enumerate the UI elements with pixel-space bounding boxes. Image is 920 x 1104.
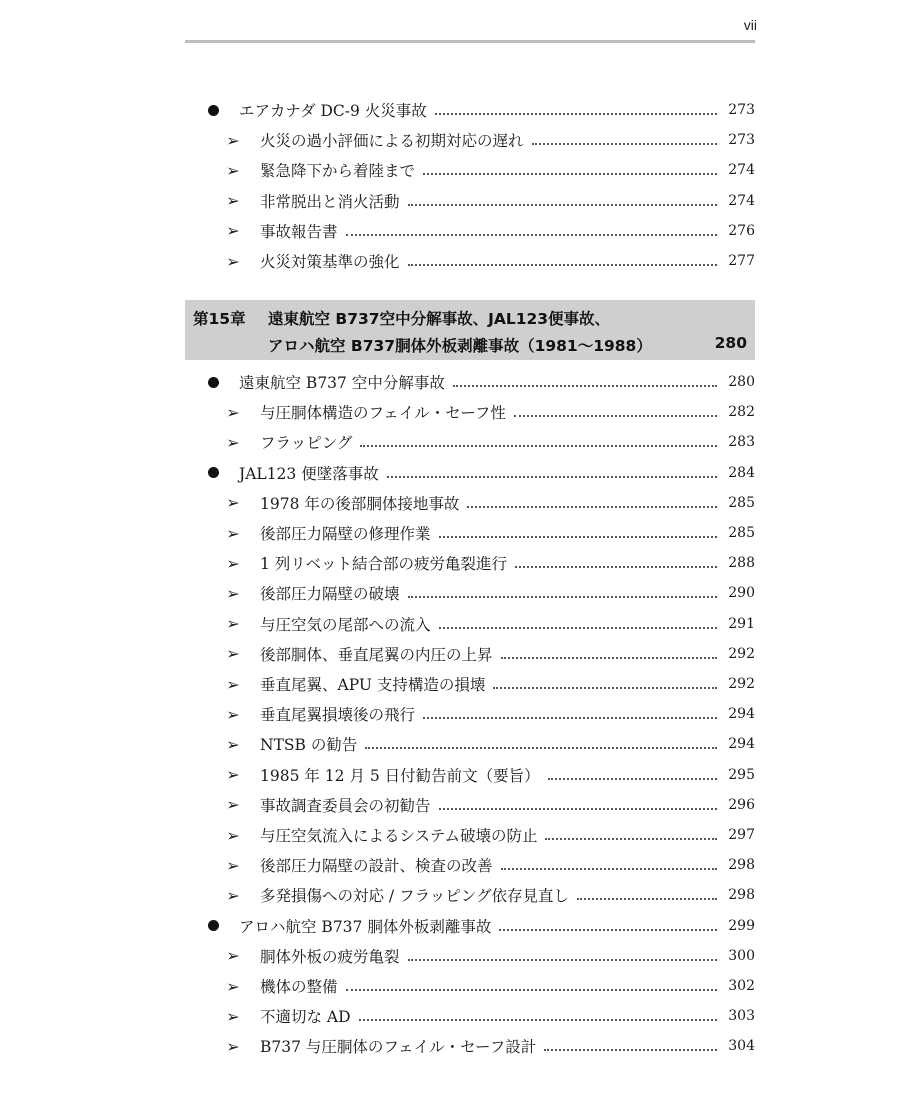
header-rule (185, 40, 755, 43)
toc-page-number: 276 (728, 222, 755, 239)
toc-subentry[interactable] (222, 790, 755, 820)
toc-entry[interactable] (205, 458, 755, 488)
dot-leader (499, 929, 717, 931)
arrow-icon: ➢ (226, 765, 240, 785)
toc-title: 機体の整備 (260, 978, 338, 996)
dot-leader (467, 506, 717, 508)
bullet-icon (205, 920, 221, 931)
toc-subentry[interactable] (222, 639, 755, 669)
toc-page-number: 303 (728, 1008, 755, 1025)
toc-title: 後部胴体、垂直尾翼の内圧の上昇 (260, 645, 493, 664)
toc-page-number: 291 (728, 615, 755, 632)
toc-page-number: 292 (728, 645, 755, 662)
arrow-icon: ➢ (226, 734, 240, 754)
arrow-icon: ➢ (226, 523, 240, 543)
toc-subentry[interactable] (222, 186, 755, 216)
dot-leader (408, 959, 717, 961)
toc-title: 1985 年 12 月 5 日付勧告前文（要旨） (260, 766, 540, 785)
toc-subentry[interactable] (222, 1001, 755, 1031)
toc-subentry[interactable] (222, 427, 755, 457)
dot-leader (408, 264, 717, 266)
toc-title: 不適切な AD (260, 1008, 351, 1027)
toc-title: 非常脱出と消火活動 (260, 192, 400, 211)
arrow-icon: ➢ (226, 130, 240, 150)
toc-entry[interactable] (205, 911, 755, 941)
toc-page-number: 300 (728, 947, 755, 964)
arrow-icon: ➢ (226, 885, 240, 905)
dot-leader (439, 536, 717, 538)
dot-leader (365, 747, 717, 749)
toc-page-number: 298 (728, 857, 755, 874)
toc-page-number: 283 (728, 434, 755, 451)
toc-page-number: 299 (728, 917, 755, 934)
toc-title: フラッピング (260, 434, 353, 453)
toc-subentry[interactable] (222, 669, 755, 699)
toc-title: 与圧胴体構造のフェイル・セーフ性 (260, 404, 506, 423)
toc-entry[interactable] (205, 95, 755, 125)
toc-title: 火災の過小評価による初期対応の遅れ (260, 132, 524, 151)
toc-page-number: 274 (728, 162, 755, 179)
arrow-icon: ➢ (226, 644, 240, 664)
bullet-dot (208, 105, 219, 116)
dot-leader (346, 234, 717, 236)
toc-subentry[interactable] (222, 729, 755, 759)
dot-leader (501, 657, 717, 659)
toc-title: 多発損傷への対応 / フラッピング依存見直し (260, 887, 569, 906)
chapter-title-line2: アロハ航空 B737胴体外板剥離事故（1981〜1988） (268, 337, 652, 355)
toc-page-number: 280 (728, 374, 755, 390)
toc-page-number: 294 (728, 706, 755, 723)
toc-subentry[interactable] (222, 609, 755, 639)
arrow-icon: ➢ (226, 493, 240, 513)
toc-title: 後部圧力隔壁の設計、検査の改善 (260, 857, 493, 876)
toc-subentry[interactable] (222, 699, 755, 729)
toc-title: 事故報告書 (260, 222, 338, 241)
dot-leader (453, 385, 717, 387)
toc-subentry[interactable] (222, 125, 755, 155)
toc-title: JAL123 便墜落事故 (239, 464, 379, 483)
arrow-icon: ➢ (226, 795, 240, 815)
bullet-dot (208, 920, 219, 931)
toc-subentry[interactable] (222, 578, 755, 608)
toc-title: B737 与圧胴体のフェイル・セーフ設計 (260, 1038, 537, 1057)
toc-page-number: 295 (728, 766, 755, 783)
arrow-icon: ➢ (226, 1006, 240, 1026)
page-number: vii (743, 17, 757, 33)
dot-leader (359, 1019, 717, 1021)
toc-title: 胴体外板の疲労亀裂 (260, 947, 400, 966)
toc-page-number: 282 (728, 404, 755, 421)
toc-page-number: 296 (728, 796, 755, 813)
toc-subentry[interactable] (222, 518, 755, 548)
dot-leader (346, 989, 717, 991)
toc-title: 1978 年の後部胴体接地事故 (260, 494, 460, 513)
dot-leader (493, 687, 717, 689)
arrow-icon: ➢ (226, 583, 240, 603)
arrow-icon: ➢ (226, 674, 240, 694)
dot-leader (514, 415, 717, 417)
toc-title: 後部圧力隔壁の破壊 (260, 585, 400, 604)
toc-page-number: 304 (728, 1038, 755, 1055)
toc-page-number: 274 (728, 192, 755, 209)
toc-title: エアカナダ DC-9 火災事故 (239, 102, 427, 120)
dot-leader (423, 173, 717, 175)
toc-subentry[interactable] (222, 880, 755, 910)
dot-leader (408, 204, 717, 206)
arrow-icon: ➢ (226, 946, 240, 966)
arrow-icon: ➢ (226, 432, 240, 452)
toc-page-number: 285 (728, 525, 755, 541)
bullet-icon (205, 377, 221, 388)
dot-leader (423, 717, 717, 719)
toc-title: 遠東航空 B737 空中分解事故 (239, 374, 445, 392)
toc-subentry[interactable] (222, 397, 755, 427)
toc-page-number: 277 (728, 253, 755, 269)
dot-leader (501, 868, 717, 870)
toc-page-number: 292 (728, 676, 755, 692)
toc-title: 事故調査委員会の初勧告 (260, 796, 431, 815)
arrow-icon: ➢ (226, 160, 240, 180)
chapter-heading[interactable] (185, 300, 755, 360)
dot-leader (387, 476, 717, 478)
toc-subentry[interactable] (222, 216, 755, 246)
arrow-icon: ➢ (226, 402, 240, 422)
toc-subentry[interactable] (222, 760, 755, 790)
toc-page-number: 273 (728, 102, 755, 118)
toc-title: NTSB の勧告 (260, 736, 358, 755)
dot-leader (439, 808, 717, 810)
toc-title: 火災対策基準の強化 (260, 253, 400, 271)
toc-title: 与圧空気流入によるシステム破壊の防止 (260, 827, 538, 845)
toc-subentry[interactable] (222, 941, 755, 971)
toc-page-number: 298 (728, 887, 755, 904)
arrow-icon: ➢ (226, 614, 240, 634)
toc-subentry[interactable] (222, 1031, 755, 1061)
arrow-icon: ➢ (226, 825, 240, 845)
toc-subentry[interactable] (222, 971, 755, 1001)
arrow-icon: ➢ (226, 553, 240, 573)
toc-subentry[interactable] (222, 820, 755, 850)
bullet-dot (208, 467, 219, 478)
dot-leader (408, 596, 717, 598)
toc-title: 緊急降下から着陸まで (260, 162, 416, 181)
toc-subentry[interactable] (222, 548, 755, 578)
toc-title: 与圧空気の尾部への流入 (260, 615, 431, 634)
bullet-dot (208, 377, 219, 388)
toc-page-number: 288 (728, 555, 755, 572)
dot-leader (439, 627, 717, 629)
arrow-icon: ➢ (226, 221, 240, 241)
toc-page-number: 285 (728, 494, 755, 511)
dot-leader (577, 898, 717, 900)
toc-page-number: 302 (728, 978, 755, 994)
chapter-title-line1: 遠東航空 B737空中分解事故、JAL123便事故、 (268, 310, 611, 328)
toc-subentry[interactable] (222, 488, 755, 518)
toc-page-number: 273 (728, 132, 755, 149)
dot-leader (544, 1049, 717, 1051)
chapter-number: 第15章 (193, 310, 246, 328)
toc-page-number: 284 (728, 464, 755, 481)
arrow-icon: ➢ (226, 704, 240, 724)
toc-title: 後部圧力隔壁の修理作業 (260, 525, 431, 543)
toc-page-number: 294 (728, 736, 755, 753)
toc-title: 垂直尾翼、APU 支持構造の損壊 (260, 676, 486, 694)
toc-title: 1 列リベット結合部の疲労亀裂進行 (260, 555, 507, 574)
dot-leader (545, 838, 717, 840)
toc-page-number: 297 (728, 827, 755, 843)
toc-subentry[interactable] (222, 246, 755, 276)
toc-subentry[interactable] (222, 850, 755, 880)
dot-leader (532, 143, 717, 145)
dot-leader (548, 778, 717, 780)
toc-page-number: 290 (728, 585, 755, 602)
arrow-icon: ➢ (226, 976, 240, 996)
arrow-icon: ➢ (226, 191, 240, 211)
arrow-icon: ➢ (226, 1036, 240, 1056)
arrow-icon: ➢ (226, 855, 240, 875)
toc-title: 垂直尾翼損壊後の飛行 (260, 706, 416, 725)
chapter-page: 280 (714, 334, 747, 352)
bullet-icon (205, 467, 221, 478)
toc-entry[interactable] (205, 367, 755, 397)
arrow-icon: ➢ (226, 251, 240, 271)
dot-leader (435, 113, 717, 115)
toc-title: アロハ航空 B737 胴体外板剥離事故 (239, 917, 492, 936)
dot-leader (360, 445, 717, 447)
dot-leader (515, 566, 717, 568)
bullet-icon (205, 105, 221, 116)
toc-subentry[interactable] (222, 155, 755, 185)
